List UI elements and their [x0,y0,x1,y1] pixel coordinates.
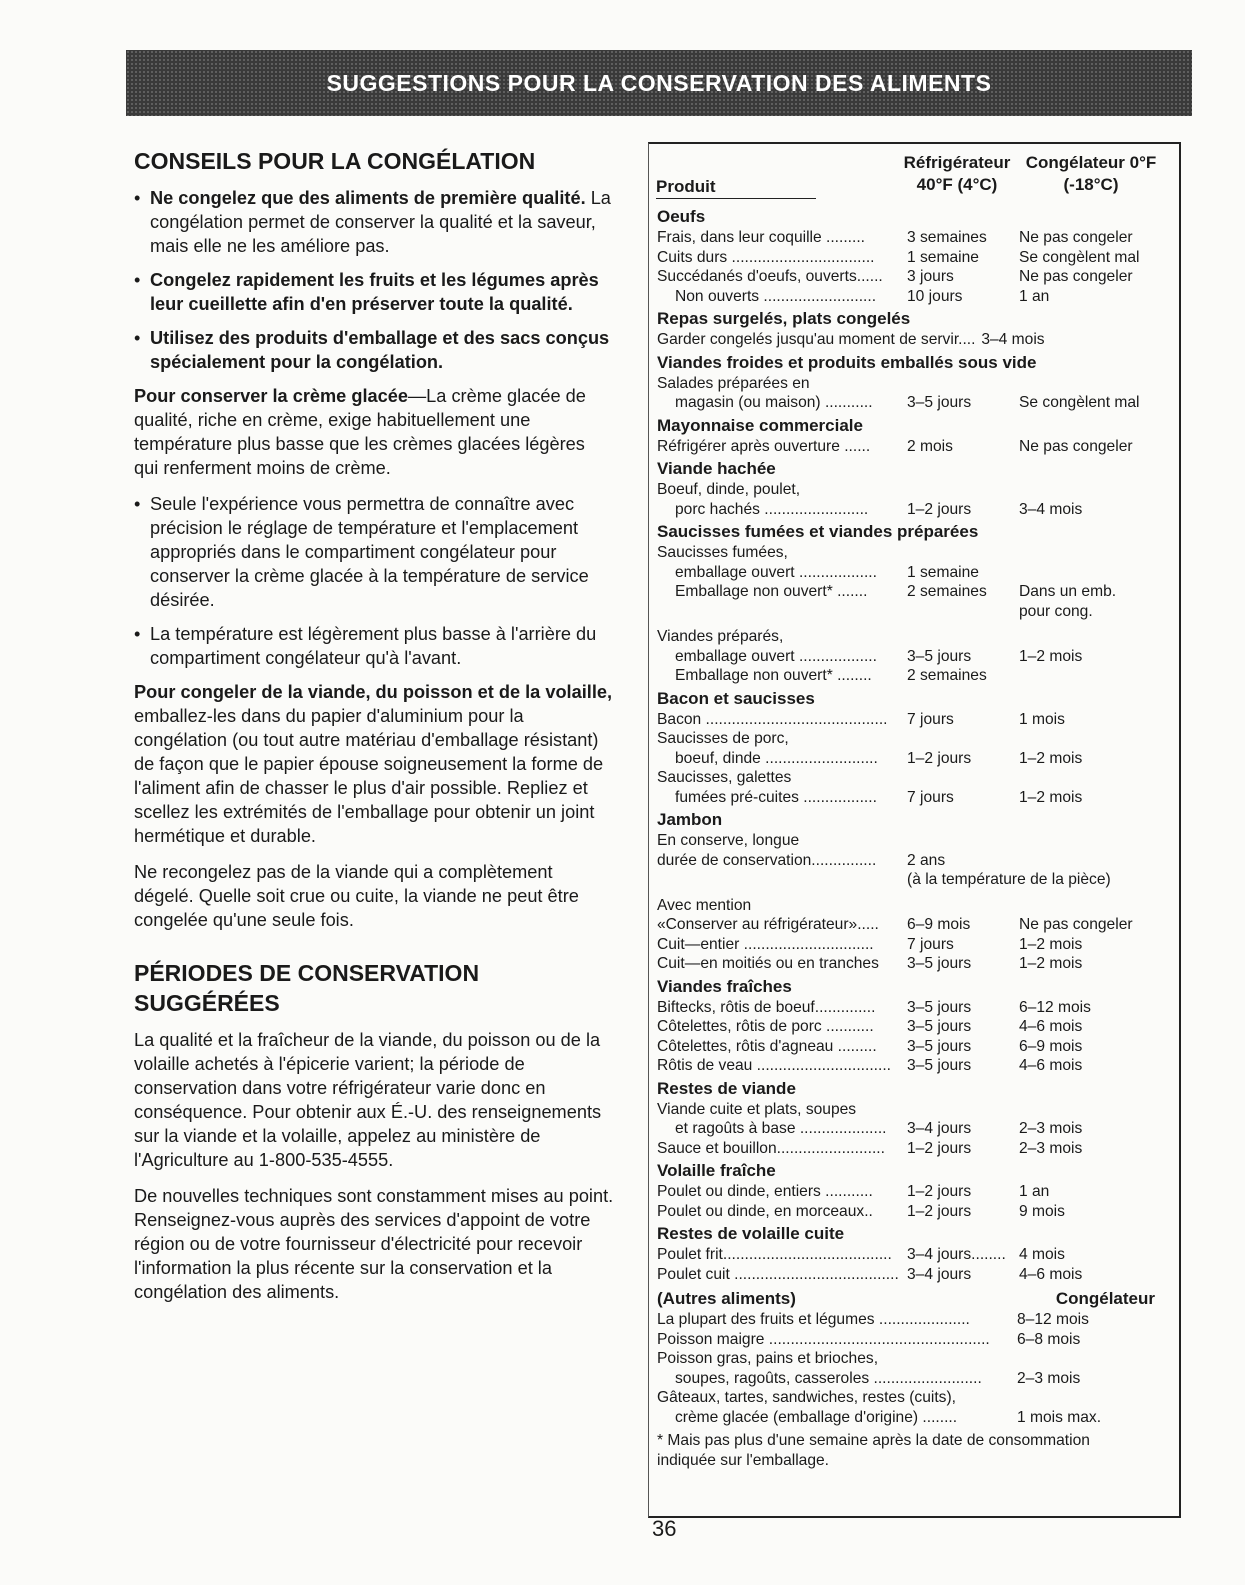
row-product: Poulet ou dinde, entiers ........... [657,1183,873,1200]
techniques-paragraph: De nouvelles techniques sont constamment mises au point. Renseignez-vous auprès des services d'appoint de votre région ou de votre fournisseur d'électricité pour recevoir l'information la plus récente sur la conservation et la congélation des aliments. [134,1186,614,1302]
row-fridge: 3–4 jours [907,1120,972,1137]
row-freezer: 4–6 mois [1019,1018,1083,1035]
row-product: En conserve, longue [657,832,800,849]
row-freezer [1019,831,1169,851]
row-fridge: 3 semaines [907,229,987,246]
row-freezer: 6–8 mois [1017,1330,1081,1348]
quality-text: La qualité et la fraîcheur de la viande, du poisson ou de la volaille achetés à l'épicerie varient; la période de conservation dans votre réfrigérateur varie donc en conséquence. Pour obtenir aux É.-U. des renseignements sur la viande et la volaille, appelez au ministère de l'Agriculture au [134,1030,602,1170]
row-product: Biftecks, rôtis de boeuf.............. [657,998,876,1016]
table-row [657,563,1179,583]
col-header-freezer: Congélateur 0°F (-18°C) [1025,153,1157,194]
row-product: Gâteaux, tartes, sandwiches, restes (cuits), [657,1389,956,1406]
page-banner [126,50,1192,116]
row-freezer: 1–2 mois [1019,935,1083,953]
row-product: Poulet ou dinde, en morceaux.. [657,1202,873,1220]
category-title: Saucisses fumées et viandes préparées [657,522,979,541]
row-fridge: 7 jours [907,710,954,728]
row-product: Cuit—entier .............................. [657,935,874,953]
row-freezer: 2–3 mois [1019,1120,1083,1137]
row-fridge: 3–5 jours [907,998,972,1016]
meat-lead: Pour congeler de la viande, du poisson et de la volaille, [134,682,613,702]
table-row [657,393,1179,413]
row-product: La plupart des fruits et légumes ..................... [657,1311,970,1328]
table-row [657,749,1179,769]
row-product: Sauce et bouillon......................... [657,1139,885,1157]
tip-bold: Utilisez des produits d'emballage et des sacs conçus spécialement pour la congélation. [150,328,610,372]
row-freezer: Ne pas congeler [1019,437,1133,455]
category-title: Volaille fraîche [657,1161,776,1180]
row-freezer: 9 mois [1019,1202,1065,1220]
table-row [657,1330,1179,1350]
col-header-product: Produit [656,176,816,199]
table-row [657,437,1179,457]
table-row [657,1265,1179,1285]
table-row [657,627,1179,647]
row-product: Cuits durs ................................. [657,248,875,266]
table-row [657,582,1179,602]
table-row [657,1100,1179,1120]
row-product: Succédanés d'oeufs, ouverts...... [657,268,883,285]
row-fridge: 2 semaines [907,667,987,684]
list-item: • Seule l'expérience vous permettra de connaître avec précision le réglage de température et l'emplacement appropriés dans le compartiment congélateur pour conserver la crème glacée à la température de service désirée. [134,492,614,612]
row-freezer [1019,666,1169,686]
table-row [657,851,1179,871]
row-product: Emballage non ouvert* ........ [675,667,872,684]
section-heading-freezing: CONSEILS POUR LA CONGÉLATION [134,148,536,174]
row-freezer: Se congèlent mal [1019,394,1140,411]
row-freezer [1045,330,1179,350]
row-fridge: 1 semaine [907,563,979,581]
row-product: emballage ouvert .................. [675,563,877,581]
row-fridge: 3–4 jours........ [907,1246,1006,1263]
quality-paragraph [134,1028,614,1172]
row-fridge: 2 semaines [907,583,987,600]
banner-title: SUGGESTIONS POUR LA CONSERVATION DES ALIMENTS [326,69,992,96]
table-header [649,144,1179,204]
table-row [657,287,1179,307]
row-freezer [1019,896,1169,916]
row-product: Côtelettes, rôtis de porc ........... [657,1018,874,1035]
row-product: emballage ouvert .................. [675,647,877,665]
row-product: Avec mention [657,896,752,914]
category-title: Bacon et saucisses [657,688,815,708]
table-row [657,500,1179,520]
row-product: Frais, dans leur coquille ......... [657,229,866,246]
row-product: Poisson gras, pains et brioches, [657,1350,879,1367]
row-fridge [907,831,1019,851]
row-product: Non ouverts .......................... [675,287,877,305]
ice-cream-lead: Pour conserver la crème glacée [134,386,408,406]
table-row [657,788,1179,808]
row-product: Saucisses de porc, [657,730,789,747]
row-product: magasin (ou maison) ........... [675,394,873,411]
row-product: Viandes préparés, [657,628,784,645]
table-row [657,1139,1179,1159]
row-freezer [1019,480,1169,500]
table-row [657,1202,1179,1222]
table-row [657,543,1179,563]
table-row [657,1017,1179,1037]
row-product: Poisson maigre ................................................... [657,1330,990,1348]
table-row [657,870,1179,890]
refreeze-paragraph: Ne recongelez pas de la viande qui a complètement dégelé. Quelle soit crue ou cuite, la viande ne peut être congelée qu'une seule fois. [134,862,579,930]
row-product: crème glacée (emballage d'origine) ........ [675,1408,958,1426]
ice-cream-paragraph [134,384,614,480]
row-fridge: 3–5 jours [907,1018,972,1035]
category-title: Viandes froides et produits emballés sous vide [657,352,1037,372]
row-freezer [1019,563,1169,583]
row-freezer: 1–2 mois [1019,647,1083,665]
row-product: Poulet frit....................................... [657,1246,892,1263]
row-freezer [1019,1100,1169,1120]
row-freezer: pour cong. [1019,602,1093,620]
row-freezer: 1 an [1019,1183,1050,1200]
row-freezer: 4–6 mois [1019,1265,1083,1283]
row-fridge [907,480,1019,500]
table-row [657,602,1179,622]
category-title: Restes de volaille cuite [657,1224,845,1243]
row-freezer [1019,729,1169,749]
row-fridge: 3–5 jours [907,955,972,972]
row-product: durée de conservation............... [657,851,877,869]
table-row [657,729,1179,749]
row-freezer: Ne pas congeler [1019,916,1133,933]
row-freezer: 8–12 mois [1017,1311,1089,1328]
table-row [657,915,1179,935]
row-product: fumées pré-cuites ................. [675,788,877,806]
row-fridge: 3–4 jours [907,1265,972,1283]
row-product: Salades préparées en [657,374,810,392]
row-product: Boeuf, dinde, poulet, [657,481,801,498]
table-row [657,998,1179,1018]
row-fridge: 1–2 jours [907,1202,972,1220]
row-fridge: 1–2 jours [907,749,972,767]
row-product: Viande cuite et plats, soupes [657,1100,857,1118]
table-row [657,1408,1179,1428]
row-freezer: 1 mois max. [1017,1408,1102,1426]
meat-text: emballez-les dans du papier d'aluminium pour la congélation (ou tout autre matériau d'emballage résistant) de façon que le papier épouse soigneusement la forme de l'aliment afin de chasser le plus d'air possible. Repliez et scellez les extrémités de l'emballage pour obtenir un joint hermétique et durable. [134,706,604,846]
row-fridge: 1–2 jours [907,1139,972,1157]
table-row [657,896,1179,916]
row-freezer [1019,374,1169,394]
footnote: * Mais pas plus d'une semaine après la date de consommation indiquée sur l'emballage. [657,1432,1090,1469]
row-product: Poulet cuit ...................................... [657,1265,899,1283]
table-row [657,480,1179,500]
storage-table [648,142,1181,1518]
row-product: «Conserver au réfrigérateur»..... [657,916,879,933]
table-row [657,1056,1179,1076]
row-fridge [907,374,1019,394]
phone-number: 1-800-535-4555. [258,1150,394,1170]
row-freezer: 1 an [1019,287,1050,305]
row-product: Garder congelés jusqu'au moment de servir.... [657,331,976,348]
section-heading-periods: PÉRIODES DE CONSERVATION SUGGÉRÉES [134,960,480,1016]
row-product: Côtelettes, rôtis d'agneau ......... [657,1037,877,1055]
row-freezer: 2–3 mois [1017,1369,1081,1387]
row-freezer: Ne pas congeler [1019,268,1133,285]
row-freezer: Se congèlent mal [1019,248,1140,266]
table-row [657,647,1179,667]
row-fridge: 3–5 jours [907,1037,972,1055]
ice-cream-list [134,492,614,670]
table-row [657,935,1179,955]
row-fridge: 1–2 jours [907,1183,972,1200]
row-product: Saucisses fumées, [657,544,788,561]
row-fridge [907,896,1019,916]
row-fridge [907,768,1019,788]
tip-bold: Ne congelez que des aliments de première qualité. [150,188,586,208]
row-freezer: 6–12 mois [1019,998,1091,1016]
category-title: Oeufs [657,207,706,226]
other-foods-header [657,1288,1179,1310]
category-title: Restes de viande [657,1078,796,1098]
ice-cream-text: —La crème glacée de qualité, riche en crème, exige habituellement une température plus basse que les crèmes glacées légères qui renferment moins de crème. [134,386,586,478]
category-title: Viande hachée [657,459,776,478]
row-freezer: Ne pas congeler [1019,229,1133,246]
table-row [657,228,1179,248]
row-fridge: 3–5 jours [907,647,972,665]
tip-text: La congélation permet de conserver la qualité et la saveur, mais elle ne les améliore pas. [150,188,611,256]
row-note: (à la température de la pièce) [907,871,1111,888]
row-freezer [1019,768,1169,788]
table-row [657,666,1179,686]
row-fridge: 1–2 jours [907,500,972,518]
row-freezer [1019,543,1169,563]
table-row [657,1388,1179,1408]
row-product: Bacon .......................................... [657,710,888,728]
row-fridge: 1 semaine [907,248,979,266]
table-body [649,206,1179,1470]
row-product: porc hachés ........................ [675,500,869,518]
table-row [657,710,1179,730]
category-title: Mayonnaise commerciale [657,415,863,435]
list-item: • La température est légèrement plus basse à l'arrière du compartiment congélateur qu'à l'avant. [134,622,614,670]
table-row [657,330,1179,350]
row-fridge: 2 mois [907,437,953,455]
table-row [657,1119,1179,1139]
freezing-tips-list [134,186,614,374]
left-column [134,146,614,1316]
row-freezer: 1 mois [1019,710,1065,728]
row-fridge: 2 ans [907,851,946,869]
row-freezer: 6–9 mois [1019,1037,1083,1055]
row-fridge [907,627,1019,647]
row-fridge [907,1100,1019,1120]
table-row [657,768,1179,788]
row-freezer: 1–2 mois [1019,749,1083,767]
row-freezer: 4–6 mois [1019,1057,1083,1074]
row-product: Emballage non ouvert* ....... [675,583,868,600]
row-freezer: 3–4 mois [1019,500,1083,518]
page-number: 36 [652,1516,677,1541]
row-fridge: 10 jours [907,287,963,305]
table-row [657,1349,1179,1369]
row-fridge: 3 jours [907,268,954,285]
tip-bold: Congelez rapidement les fruits et les légumes après leur cueillette afin d'en préserver toute la qualité. [150,270,599,314]
table-row [657,374,1179,394]
row-product: soupes, ragoûts, casseroles ......................... [675,1369,982,1387]
row-product: Saucisses, galettes [657,769,792,786]
row-product: boeuf, dinde .......................... [675,749,878,767]
other-foods-title: (Autres aliments) [657,1289,796,1308]
category-title: Repas surgelés, plats congelés [657,309,911,328]
row-fridge: 3–5 jours [907,394,972,411]
table-row [657,1037,1179,1057]
table-row [657,1310,1179,1330]
row-freezer: 1–2 mois [1019,788,1083,806]
category-title: Jambon [657,810,723,829]
col-header-fridge: Réfrigérateur 40°F (4°C) [903,153,1011,194]
row-freezer [1019,627,1169,647]
row-fridge: 3–4 mois [981,331,1045,348]
row-fridge [907,602,1019,622]
list-item [134,268,614,316]
category-title: Viandes fraîches [657,976,792,996]
row-product [657,870,907,890]
row-freezer: Dans un emb. [1019,583,1117,600]
row-fridge: 6–9 mois [907,916,971,933]
row-product [657,602,907,622]
row-product: Cuit—en moitiés ou en tranches [657,955,879,972]
row-freezer: 2–3 mois [1019,1139,1083,1157]
row-fridge: 7 jours [907,935,954,953]
table-row [657,1182,1179,1202]
row-fridge [907,543,1019,563]
table-row [657,954,1179,974]
row-product: Rôtis de veau ............................... [657,1057,891,1074]
table-row [657,1369,1179,1389]
list-item [134,186,614,258]
table-row [657,248,1179,268]
row-product: Réfrigérer après ouverture ...... [657,437,871,455]
row-freezer: 4 mois [1019,1246,1065,1263]
row-fridge: 7 jours [907,788,954,806]
row-product: et ragoûts à base .................... [675,1120,887,1137]
row-freezer [1019,851,1169,871]
table-row [657,1245,1179,1265]
meat-paragraph [134,680,614,848]
row-freezer: 1–2 mois [1019,955,1083,972]
row-fridge [907,729,1019,749]
list-item [134,326,614,374]
other-foods-col: Congélateur [1055,1289,1155,1308]
table-row [657,267,1179,287]
row-fridge: 3–5 jours [907,1057,972,1074]
table-row [657,831,1179,851]
